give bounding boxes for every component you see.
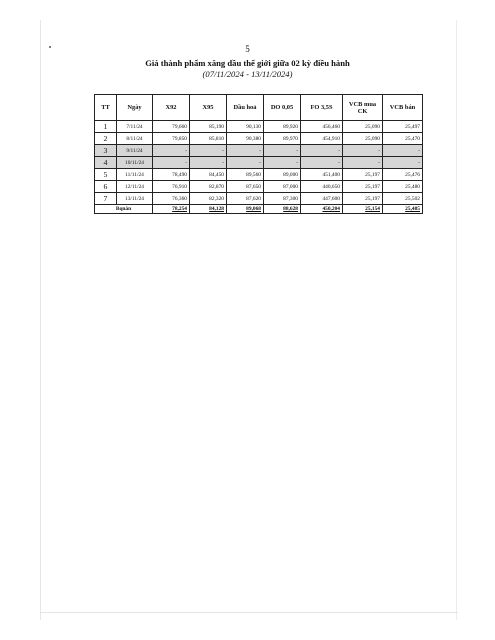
cell-fo: - — [301, 145, 343, 157]
document-title: Giá thành phẩm xăng dầu thế giới giữa 02 kỳ điều hành — [145, 58, 350, 68]
cell-date: 10/11/24 — [117, 157, 153, 169]
cell-fo: 454,910 — [301, 133, 343, 145]
cell-x95: 84,450 — [190, 169, 227, 181]
average-fo: 450,204 — [301, 205, 343, 214]
table-row — [95, 121, 423, 133]
cell-fo: - — [301, 157, 343, 169]
cell-vcb-buy: - — [343, 145, 383, 157]
cell-do: 89,000 — [264, 169, 301, 181]
cell-fo: 451,400 — [301, 169, 343, 181]
header-x92: X92 — [153, 95, 190, 121]
cell-date: 11/11/24 — [117, 169, 153, 181]
cell-tt: 2 — [95, 133, 117, 145]
price-table — [94, 94, 423, 214]
cell-kerosene: 90,130 — [227, 121, 264, 133]
cell-kerosene: - — [227, 145, 264, 157]
table-header-row — [95, 95, 423, 121]
cell-x92: 76,910 — [153, 181, 190, 193]
header-date: Ngày — [117, 95, 153, 121]
average-label: Bqnân — [95, 205, 153, 214]
cell-x95: 85,810 — [190, 133, 227, 145]
cell-x92: 76,360 — [153, 193, 190, 205]
cell-kerosene: 87,620 — [227, 193, 264, 205]
cell-x92: 78,490 — [153, 169, 190, 181]
document-subtitle: (07/11/2024 - 13/11/2024) — [202, 69, 293, 79]
cell-do: - — [264, 157, 301, 169]
cell-tt: 7 — [95, 193, 117, 205]
table-row — [95, 145, 423, 157]
cell-kerosene: 87,650 — [227, 181, 264, 193]
cell-vcb-buy: 25,197 — [343, 169, 383, 181]
table-row — [95, 169, 423, 181]
cell-vcb-buy: 25,090 — [343, 133, 383, 145]
cell-vcb-sell: 25,470 — [383, 133, 423, 145]
cell-x92: 79,660 — [153, 121, 190, 133]
cell-do: 87,000 — [264, 181, 301, 193]
cell-vcb-buy: 25,090 — [343, 121, 383, 133]
cell-x95: 82,870 — [190, 181, 227, 193]
cell-vcb-sell: 25,476 — [383, 169, 423, 181]
cell-x95: - — [190, 145, 227, 157]
average-vcb-buy: 25,154 — [343, 205, 383, 214]
cell-do: 89,970 — [264, 133, 301, 145]
cell-date: 7/11/24 — [117, 121, 153, 133]
cell-kerosene: - — [227, 157, 264, 169]
header-vcb-buy: VCB mua CK — [343, 95, 383, 121]
cell-tt: 6 — [95, 181, 117, 193]
cell-fo: 447,600 — [301, 193, 343, 205]
scan-edge-right — [456, 20, 457, 620]
table-row — [95, 157, 423, 169]
cell-vcb-buy: - — [343, 157, 383, 169]
table-row — [95, 181, 423, 193]
cell-tt: 4 — [95, 157, 117, 169]
header-fo: FO 3,5S — [301, 95, 343, 121]
header-vcb-sell: VCB bán — [383, 95, 423, 121]
page-number: 5 — [245, 44, 250, 54]
cell-tt: 3 — [95, 145, 117, 157]
cell-vcb-sell: - — [383, 157, 423, 169]
average-row — [95, 205, 423, 214]
cell-vcb-sell: 25,480 — [383, 181, 423, 193]
average-x92: 78,254 — [153, 205, 190, 214]
cell-vcb-buy: 25,197 — [343, 181, 383, 193]
cell-kerosene: 90,380 — [227, 133, 264, 145]
table-row — [95, 133, 423, 145]
scan-edge-left — [40, 20, 41, 620]
scan-edge-bottom — [40, 612, 458, 613]
cell-x95: - — [190, 157, 227, 169]
header-tt: TT — [95, 95, 117, 121]
header-do: DO 0,05 — [264, 95, 301, 121]
cell-tt: 1 — [95, 121, 117, 133]
cell-date: 12/11/24 — [117, 181, 153, 193]
average-do: 88,628 — [264, 205, 301, 214]
cell-x95: 82,320 — [190, 193, 227, 205]
cell-vcb-buy: 25,197 — [343, 193, 383, 205]
cell-date: 8/11/24 — [117, 133, 153, 145]
cell-x95: 85,190 — [190, 121, 227, 133]
header-kerosene: Dầu hoả — [227, 95, 264, 121]
cell-x92: - — [153, 157, 190, 169]
cell-x92: 79,850 — [153, 133, 190, 145]
cell-do: 89,920 — [264, 121, 301, 133]
average-x95: 84,128 — [190, 205, 227, 214]
cell-do: - — [264, 145, 301, 157]
cell-date: 13/11/24 — [117, 193, 153, 205]
average-vcb-sell: 25,485 — [383, 205, 423, 214]
cell-fo: 456,460 — [301, 121, 343, 133]
cell-fo: 440,650 — [301, 181, 343, 193]
cell-do: 87,300 — [264, 193, 301, 205]
header-x95: X95 — [190, 95, 227, 121]
cell-vcb-sell: 25,502 — [383, 193, 423, 205]
cell-x92: - — [153, 145, 190, 157]
table-row — [95, 193, 423, 205]
cell-date: 9/11/24 — [117, 145, 153, 157]
average-kerosene: 89,068 — [227, 205, 264, 214]
cell-kerosene: 89,560 — [227, 169, 264, 181]
cell-vcb-sell: 25,497 — [383, 121, 423, 133]
cell-vcb-sell: - — [383, 145, 423, 157]
cell-tt: 5 — [95, 169, 117, 181]
